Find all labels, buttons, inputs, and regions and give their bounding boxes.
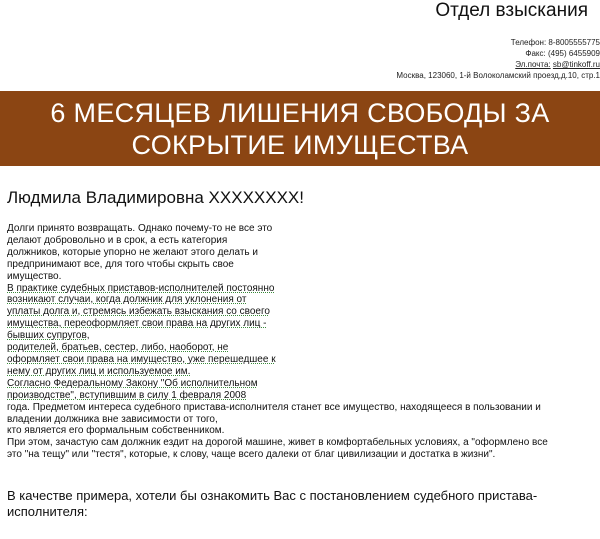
address-text: Москва, 123060, 1-й Волоколамский проезд,д.10, стр.1 (396, 71, 600, 80)
email-label: Эл.почта: (515, 60, 551, 69)
department-title: Отдел взыскания (435, 0, 588, 21)
body-line: должников, которые упорно не желают этого делать и (7, 246, 258, 258)
banner-line-1: 6 МЕСЯЦЕВ ЛИШЕНИЯ СВОБОДЫ ЗА (50, 97, 550, 128)
closing-line-2: исполнителя: (7, 504, 88, 519)
body-line: это "на тещу" или "тестя", которые, к слову, чаще всего далеки от благ цивилизации и достатка в жизни". (7, 449, 496, 461)
letter-body (7, 223, 599, 461)
body-line: делают добровольно и в срок, а есть категория (7, 234, 228, 246)
closing-paragraph (7, 488, 597, 520)
contact-block (280, 37, 600, 81)
body-line: бывших супругов, (7, 330, 90, 342)
body-line: года. Предметом интереса судебного пристава-исполнителя станет все имущество, находящееся в пользовании и (7, 401, 541, 413)
fax-text: Факс: (495) 6455909 (525, 49, 600, 58)
email-link[interactable]: sb@tinkoff.ru (552, 60, 600, 69)
phone-text: Телефон: 8-8005555775 (510, 38, 600, 47)
banner-heading (20, 97, 580, 161)
body-line: имущества, переоформляет свои права на других лиц - (7, 318, 267, 330)
body-line: При этом, зачастую сам должник ездит на дорогой машине, живет в комфортабельных условиях, а "оформлено все (7, 437, 548, 449)
banner-line-2: СОКРЫТИЕ ИМУЩЕСТВА (131, 129, 469, 160)
body-line: кто является его формальным собственником. (7, 425, 225, 437)
body-line: имущество. (7, 270, 62, 282)
body-line: оформляет свои права на имущество, уже перешедшее к (7, 353, 276, 365)
body-line: возникают случаи, когда должник для уклонения от (7, 294, 247, 306)
warning-banner (0, 91, 600, 166)
body-line: нему от других лиц и используемое им. (7, 365, 191, 377)
body-line: владении должника вне зависимости от того, (7, 413, 218, 425)
body-line: предпринимают все, для того чтобы скрыть свое (7, 258, 234, 270)
email-line (280, 59, 600, 70)
body-line: производстве", вступившим в силу 1 февраля 2008 (7, 389, 247, 401)
body-line: Согласно Федеральному Закону "Об исполнительном (7, 377, 258, 389)
body-line: родителей, братьев, сестер, либо, наоборот, не (7, 342, 229, 354)
letter-greeting: Людмила Владимировна XXXXXXXX! (7, 188, 304, 207)
closing-line-1: В качестве примера, хотели бы ознакомить Вас с постановлением судебного пристава- (7, 488, 538, 503)
body-line: В практике судебных приставов-исполнителей постоянно (7, 282, 275, 294)
body-line: уплаты долга и, стремясь избежать взыскания со своего (7, 306, 270, 318)
body-line: Долги принято возвращать. Однако почему-то не все это (7, 223, 273, 234)
